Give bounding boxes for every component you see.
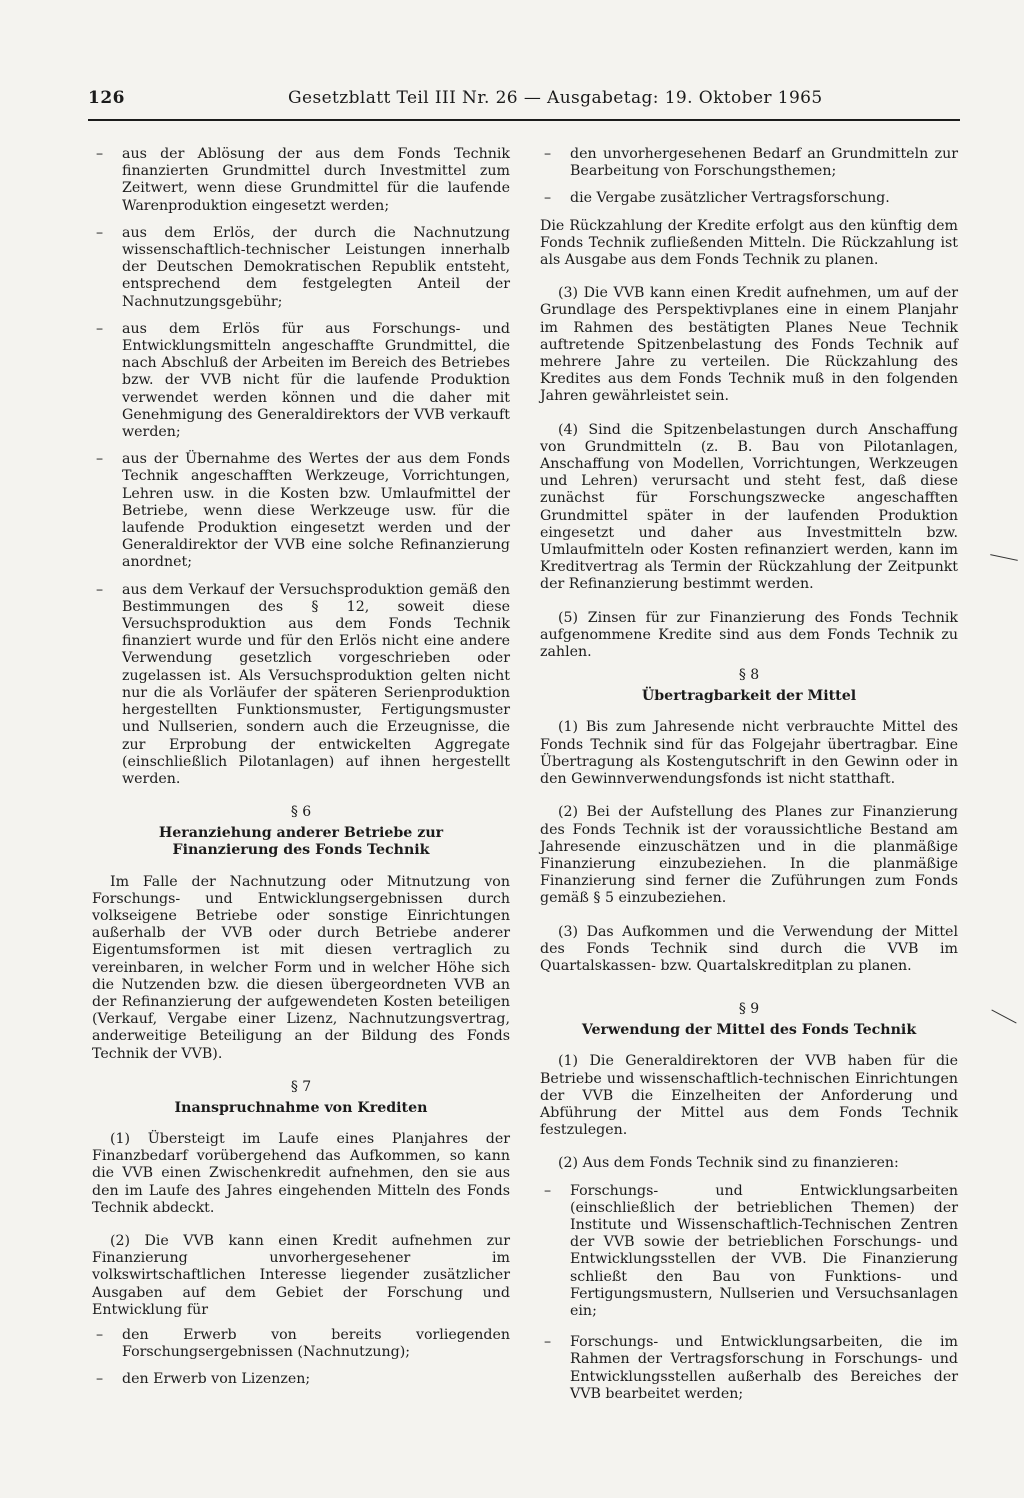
paragraph: (2) Die VVB kann einen Kredit aufnehmen zur Finanzierung unvorhergesehener im volkswirtschaftlichen Interesse liegender zusätzlicher Ausgaben auf dem Gebiet der Forschung und Entwicklung für <box>92 1232 510 1318</box>
paragraph: (4) Sind die Spitzenbelastungen durch Anschaffung von Grundmitteln (z. B. Bau von Pilotanlagen, Anschaffung von Modellen, Vorrichtungen, Werkzeugen und Lehren) verursacht und steht fest, daß diese zunächst für Forschungszwecke angeschafften Grundmittel später in der laufenden Produktion eingesetzt und daher aus Investmitteln bzw. Umlaufmitteln oder Kosten refinanziert werden, kann im Kreditvertrag als Termin der Rückzahlung der Zeitpunkt der Refinanzierung bestimmt werden. <box>540 421 958 593</box>
page-number: 126 <box>88 88 125 108</box>
paragraph: (2) Bei der Aufstellung des Planes zur Finanzierung des Fonds Technik ist der voraussichtliche Bestand am Jahresende einzuschätzen und in die planmäßige Finanzierung einzubeziehen. In die planmäßige Finanzierung sind ferner die Zuführungen zum Fonds gemäß § 5 einzubeziehen. <box>540 804 958 907</box>
margin-mark <box>990 554 1018 561</box>
paragraph: (2) Aus dem Fonds Technik sind zu finanzieren: <box>558 1155 899 1172</box>
paragraph: (1) Die Generaldirektoren der VVB haben für die Betriebe und wissenschaftlich-technischen Einrichtungen der VVB die Einzelheiten der Anforderung und Abführung der Mittel aus dem Fonds Technik festzulegen. <box>540 1053 958 1139</box>
list-item: – aus dem Erlös für aus Forschungs- und Entwicklungsmitteln angeschaffte Grundmittel, die nach Abschluß der Arbeiten im Bereich des Betriebes bzw. der VVB nicht für die laufende Produktion verwendet werden können und die daher mit Genehmigung des Generaldirektors der VVB verkauft werden; <box>92 321 510 441</box>
list-item: – den unvorhergesehenen Bedarf an Grundmitteln zur Bearbeitung von Forschungsthemen; <box>540 146 958 180</box>
section-title: Inanspruchnahme von Krediten <box>174 1099 428 1116</box>
paragraph: (5) Zinsen für zur Finanzierung des Fonds Technik aufgenommene Kredite sind aus dem Fonds Technik zu zahlen. <box>540 609 958 661</box>
paragraph: (3) Die VVB kann einen Kredit aufnehmen, um auf der Grundlage des Perspektivplanes eine in einem Planjahr im Rahmen des bestätigten Planes Neue Technik auftretende Spitzenbelastung des Fonds Technik auf mehrere Jahre zu verteilen. Die Rückzahlung des Kredites aus dem Fonds Technik muß in den folgenden Jahren gewährleistet sein. <box>540 285 958 405</box>
section-title: Übertragbarkeit der Mittel <box>641 688 857 705</box>
header-title: Gesetzblatt Teil III Nr. 26 — Ausgabetag: 19. Oktober 1965 <box>288 88 823 108</box>
section-number: § 8 <box>738 667 760 684</box>
list-item: – aus der Ablösung der aus dem Fonds Technik finanzierten Grundmittel durch Investmittel zum Zeitwert, wenn diese Grundmittel für die laufende Warenproduktion eingesetzt werden; <box>92 146 510 215</box>
paragraph: (1) Übersteigt im Laufe eines Planjahres der Finanzbedarf vorübergehend das Aufkommen, so kann die VVB einen Zwischenkredit aufnehmen, den sie aus den im Laufe des Jahres eingehenden Mitteln des Fonds Technik abdeckt. <box>92 1130 510 1216</box>
list-item: – aus dem Verkauf der Versuchsproduktion gemäß den Bestimmungen des § 12, soweit diese Versuchsproduktion aus dem Fonds Technik finanziert wurde und für den Erlös nicht eine andere Verwendung gesetzlich vorgeschrieben oder zugelassen ist. Als Versuchsproduktion gelten nicht nur die als Vorläufer der späteren Serienproduktion hergestellten Funktionsmuster, Fertigungsmuster und Nullserien, sondern auch die Erzeugnisse, die zur Erprobung der entwickelten Aggregate (einschließlich Pilotanlagen) auf ihnen hergestellt werden. <box>92 582 510 788</box>
list-item: – aus der Übernahme des Wertes der aus dem Fonds Technik angeschafften Werkzeuge, Vorrichtungen, Lehren usw. in die Kosten bzw. Umlaufmittel der Betriebe, wenn diese Werkzeuge usw. für die laufende Produktion eingesetzt werden und der Generaldirektor der VVB eine solche Refinanzierung anordnet; <box>92 451 510 571</box>
list-item: – Forschungs- und Entwicklungsarbeiten (einschließlich der betrieblichen Themen) der Institute und Wissenschaftlich-Technischen Zentren der VVB sowie der betrieblichen Forschungs- und Entwicklungsstellen der VVB. Die Finanzierung schließt den Bau von Funktions- und Fertigungsmustern, Nullserien und Versuchsanlagen ein; <box>540 1183 958 1321</box>
section-number: § 9 <box>738 1001 760 1018</box>
section-number: § 6 <box>290 804 312 821</box>
paragraph: Im Falle der Nachnutzung oder Mitnutzung von Forschungs- und Entwicklungsergebnissen durch volkseigene Betriebe oder sonstige Einrichtungen außerhalb der VVB oder durch Betriebe anderer Eigentumsformen ist mit diesen vertraglich zu vereinbaren, in welcher Form und in welcher Höhe sich die Nutzenden bzw. die diesen übergeordneten VVB an der Refinanzierung der aufgewendeten Kosten beteiligen (Verkauf, Vergabe einer Lizenz, Nachnutzungsvertrag, anderweitige Beteiligung an der Bildung des Fonds Technik der VVB). <box>92 873 510 1062</box>
paragraph: Die Rückzahlung der Kredite erfolgt aus den künftig dem Fonds Technik zufließenden Mitteln. Die Rückzahlung ist als Ausgabe aus dem Fonds Technik zu planen. <box>540 217 958 269</box>
header-rule <box>88 119 960 121</box>
margin-mark <box>991 1009 1016 1023</box>
list-item: – den Erwerb von bereits vorliegenden Forschungsergebnissen (Nachnutzung); <box>92 1327 510 1361</box>
section-title: Heranziehung anderer Betriebe zur Finanzierung des Fonds Technik <box>158 825 444 859</box>
paragraph: (1) Bis zum Jahresende nicht verbrauchte Mittel des Fonds Technik sind für das Folgejahr übertragbar. Eine Übertragung als Kostengutschrift in den Gewinn oder in den Gewinnverwendungsfonds ist nicht statthaft. <box>540 719 958 788</box>
list-item: – Forschungs- und Entwicklungsarbeiten, die im Rahmen der Vertragsforschung in Forschungs- und Entwicklungsstellen außerhalb des Bereiches der VVB bearbeitet werden; <box>540 1334 958 1403</box>
section-number: § 7 <box>290 1078 312 1095</box>
list-item: – den Erwerb von Lizenzen; <box>92 1371 510 1388</box>
list-item: – aus dem Erlös, der durch die Nachnutzung wissenschaftlich-technischer Leistungen innerhalb der Deutschen Demokratischen Republik entsteht, entsprechend dem festgelegten Anteil der Nachnutzungsgebühr; <box>92 225 510 311</box>
paragraph: (3) Das Aufkommen und die Verwendung der Mittel des Fonds Technik sind durch die VVB im Quartalskassen- bzw. Quartalskreditplan zu planen. <box>540 923 958 974</box>
left-column <box>92 146 510 1399</box>
list-item: – die Vergabe zusätzlicher Vertragsforschung. <box>540 190 958 207</box>
section-title: Verwendung der Mittel des Fonds Technik <box>581 1022 917 1039</box>
page-header <box>88 88 958 118</box>
right-column <box>540 146 958 1413</box>
